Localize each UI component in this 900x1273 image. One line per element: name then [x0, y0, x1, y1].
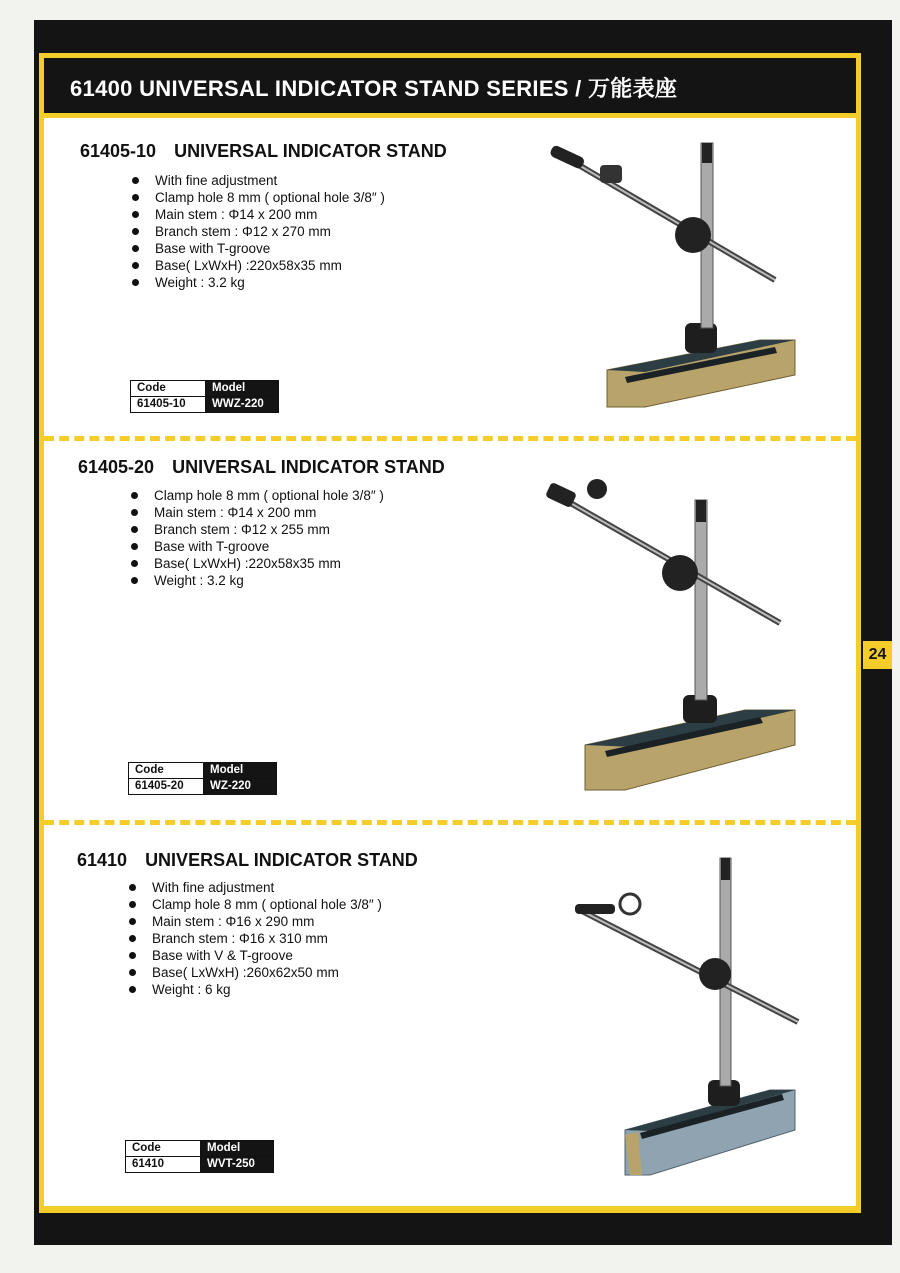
spec-item: Base with V & T-groove [127, 947, 382, 964]
model-header: Model [201, 1141, 274, 1157]
code-header: Code [129, 763, 204, 779]
code-value: 61410 [126, 1157, 201, 1173]
page-number: 24 [863, 641, 892, 669]
indicator-stand-image [545, 475, 805, 800]
spec-item: Clamp hole 8 mm ( optional hole 3/8″ ) [130, 189, 385, 206]
spec-item: Clamp hole 8 mm ( optional hole 3/8″ ) [127, 896, 382, 913]
section-divider [44, 820, 856, 825]
product-title [78, 457, 445, 478]
spec-item: Base( LxWxH) :220x58x35 mm [129, 555, 384, 572]
page-title: 61400 UNIVERSAL INDICATOR STAND SERIES / 万能表座 [70, 76, 678, 101]
page-header [44, 58, 856, 113]
spec-item: With fine adjustment [130, 172, 385, 189]
spec-item: Main stem : Φ14 x 200 mm [130, 206, 385, 223]
spec-item: Branch stem : Φ16 x 310 mm [127, 930, 382, 947]
spec-item: Weight : 3.2 kg [130, 274, 385, 291]
product-name: UNIVERSAL INDICATOR STAND [145, 850, 418, 870]
spec-item: Weight : 3.2 kg [129, 572, 384, 589]
page-tab [861, 615, 892, 693]
indicator-stand-image [545, 135, 805, 415]
section-divider [44, 436, 856, 441]
spec-item: Base( LxWxH) :260x62x50 mm [127, 964, 382, 981]
indicator-stand-image [570, 850, 805, 1180]
product-code: 61410 [77, 850, 128, 870]
code-model-table [130, 380, 279, 413]
spec-item: Main stem : Φ16 x 290 mm [127, 913, 382, 930]
model-header: Model [204, 763, 277, 779]
code-model-table [128, 762, 277, 795]
model-header: Model [206, 381, 279, 397]
code-header: Code [126, 1141, 201, 1157]
spec-item: Branch stem : Φ12 x 270 mm [130, 223, 385, 240]
spec-list [129, 487, 384, 589]
code-value: 61405-10 [131, 397, 206, 413]
model-value: WZ-220 [204, 779, 277, 795]
spec-list [127, 879, 382, 998]
spec-item: Branch stem : Φ12 x 255 mm [129, 521, 384, 538]
spec-item: Clamp hole 8 mm ( optional hole 3/8″ ) [129, 487, 384, 504]
spec-item: Weight : 6 kg [127, 981, 382, 998]
spec-item: Base with T-groove [130, 240, 385, 257]
product-title [80, 141, 447, 162]
model-value: WWZ-220 [206, 397, 279, 413]
product-code: 61405-20 [78, 457, 155, 477]
product-name: UNIVERSAL INDICATOR STAND [172, 457, 445, 477]
code-model-table [125, 1140, 274, 1173]
spec-item: Base with T-groove [129, 538, 384, 555]
spec-list [130, 172, 385, 291]
product-name: UNIVERSAL INDICATOR STAND [174, 141, 447, 161]
spec-item: Main stem : Φ14 x 200 mm [129, 504, 384, 521]
code-value: 61405-20 [129, 779, 204, 795]
product-code: 61405-10 [80, 141, 157, 161]
spec-item: With fine adjustment [127, 879, 382, 896]
product-title [77, 850, 418, 871]
model-value: WVT-250 [201, 1157, 274, 1173]
code-header: Code [131, 381, 206, 397]
spec-item: Base( LxWxH) :220x58x35 mm [130, 257, 385, 274]
